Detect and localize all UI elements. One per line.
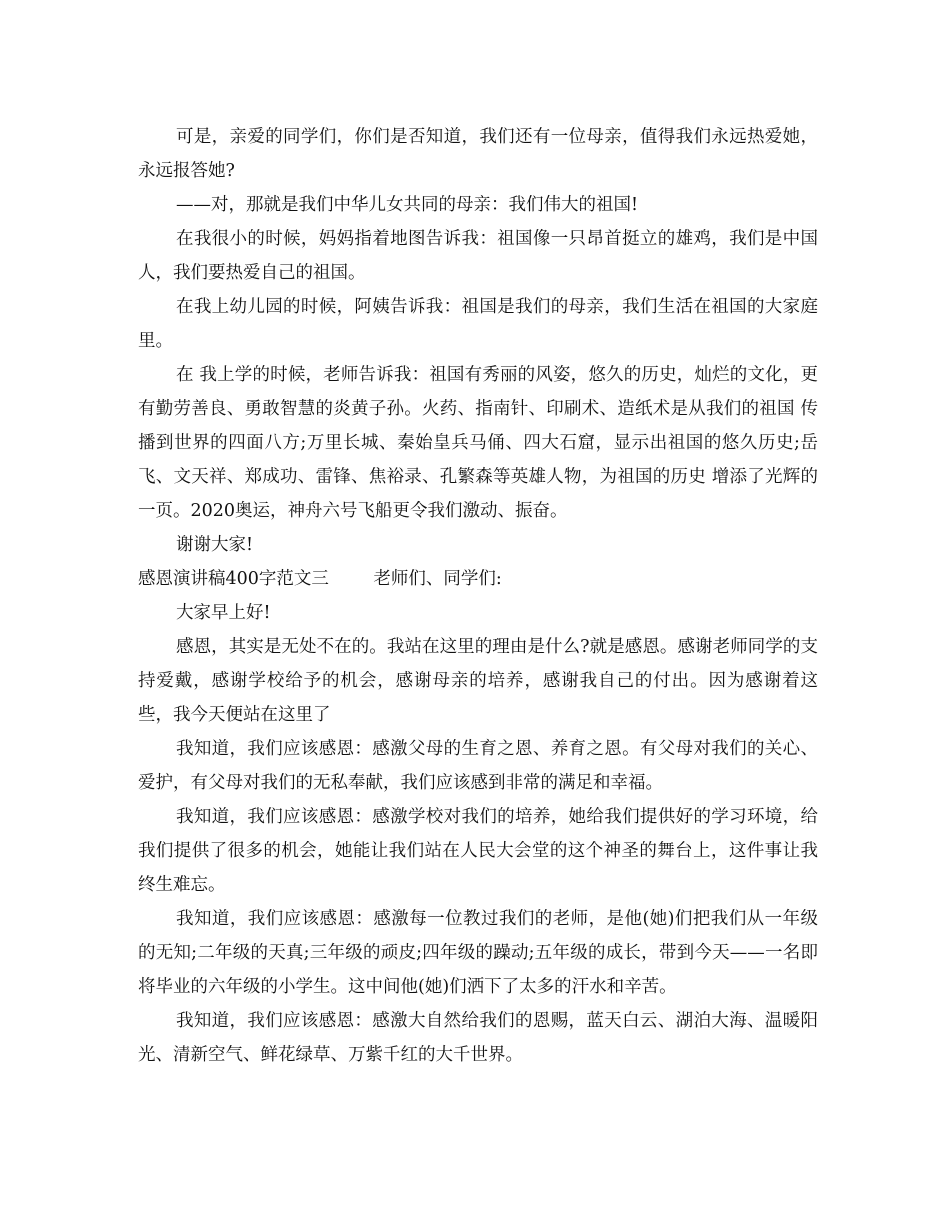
salutation: 老师们、同学们: [373, 569, 502, 589]
paragraph: 谢谢大家! [176, 535, 254, 555]
paragraph: 在我上幼儿园的时候，阿姨告诉我：祖国是我们的母亲，我们生活在祖国的大家庭里。 [138, 297, 818, 351]
paragraph: 我知道，我们应该感恩：感激父母的生育之恩、养育之恩。有父母对我们的关心、爱护，有父母对我们的无私奉献，我们应该感到非常的满足和幸福。 [138, 739, 818, 793]
paragraph: 大家早上好! [176, 603, 271, 623]
paragraph: 我知道，我们应该感恩：感激大自然给我们的恩赐，蓝天白云、湖泊大海、温暖阳光、清新空气、鲜花绿草、万紫千红的大千世界。 [138, 1011, 818, 1065]
paragraph: 感恩，其实是无处不在的。我站在这里的理由是什么?就是感恩。感谢老师同学的支持爱戴，感谢学校给予的机会，感谢母亲的培养，感谢我自己的付出。因为感谢着这些，我今天便站在这里了 [138, 637, 818, 725]
section-title: 感恩演讲稿400字范文三 [138, 569, 329, 589]
document-page [138, 120, 818, 1072]
paragraph: 在我很小的时候，妈妈指着地图告诉我：祖国像一只昂首挺立的雄鸡，我们是中国人，我们要热爱自己的祖国。 [138, 229, 818, 283]
paragraph: ——对，那就是我们中华儿女共同的母亲：我们伟大的祖国! [176, 195, 639, 215]
paragraph: 可是，亲爱的同学们，你们是否知道，我们还有一位母亲，值得我们永远热爱她，永远报答她? [138, 127, 818, 181]
paragraph: 在 我上学的时候，老师告诉我：祖国有秀丽的风姿，悠久的历史，灿烂的文化，更有勤劳善良、勇敢智慧的炎黄子孙。火药、指南针、印刷术、造纸术是从我们的祖国 传播到世界的四面八方;万里长城、秦始皇兵马俑、四大石窟，显示出祖国的悠久历史;岳飞、文天祥、郑成功、雷锋、焦裕录、孔繁森等英雄人物，为祖国的历史 增添了光辉的一页。2020奥运，神舟六号飞船更令我们激动、振奋。 [138, 365, 818, 521]
paragraph: 我知道，我们应该感恩：感激学校对我们的培养，她给我们提供好的学习环境，给我们提供了很多的机会，她能让我们站在人民大会堂的这个神圣的舞台上，这件事让我终生难忘。 [138, 807, 818, 895]
section-heading-line [138, 562, 818, 596]
paragraph: 我知道，我们应该感恩：感激每一位教过我们的老师，是他(她)们把我们从一年级的无知;二年级的天真;三年级的顽皮;四年级的躁动;五年级的成长，带到今天——一名即将毕业的六年级的小学生。这中间他(她)们洒下了太多的汗水和辛苦。 [138, 909, 818, 997]
